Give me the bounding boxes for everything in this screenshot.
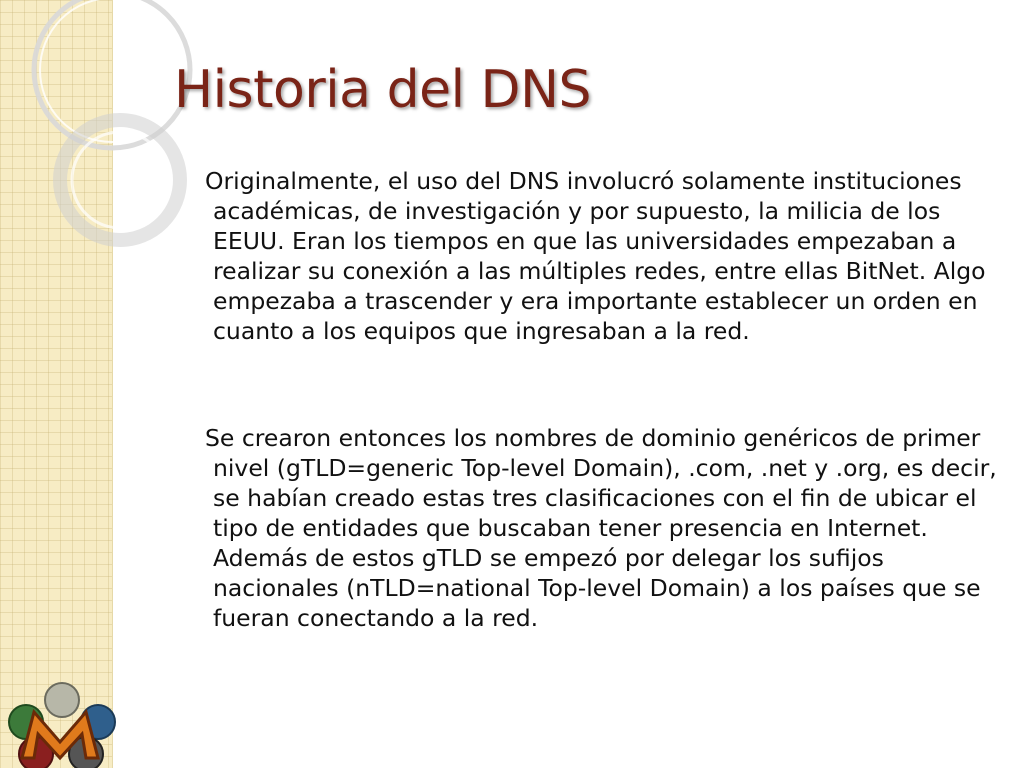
paragraph-gtld: Se crearon entonces los nombres de dominio genéricos de primer nivel (gTLD=generic Top-level Domain), .com, .net y .org, es decir, se habían creado estas tres clasificaciones con el fin de ubicar el tipo de entidades que buscaban tener presencia en Internet. Además de estos gTLD se empezó por delegar los sufijos nacionales (nTLD=national Top-level Domain) a los países que se fueran conectando a la red.	[205, 424, 997, 632]
m-emblem-icon	[0, 678, 120, 768]
decorative-rings-icon	[0, 0, 200, 260]
slide-title: Historia del DNS	[174, 60, 591, 120]
paragraph-origin: Originalmente, el uso del DNS involucró solamente instituciones académicas, de investigación y por supuesto, la milicia de los EEUU. Eran los tiempos en que las universidades empezaban a realizar su conexión a las múltiples redes, entre ellas BitNet. Algo empezaba a trascender y era importante establecer un orden en cuanto a los equipos que ingresaban a la red.	[205, 167, 986, 345]
